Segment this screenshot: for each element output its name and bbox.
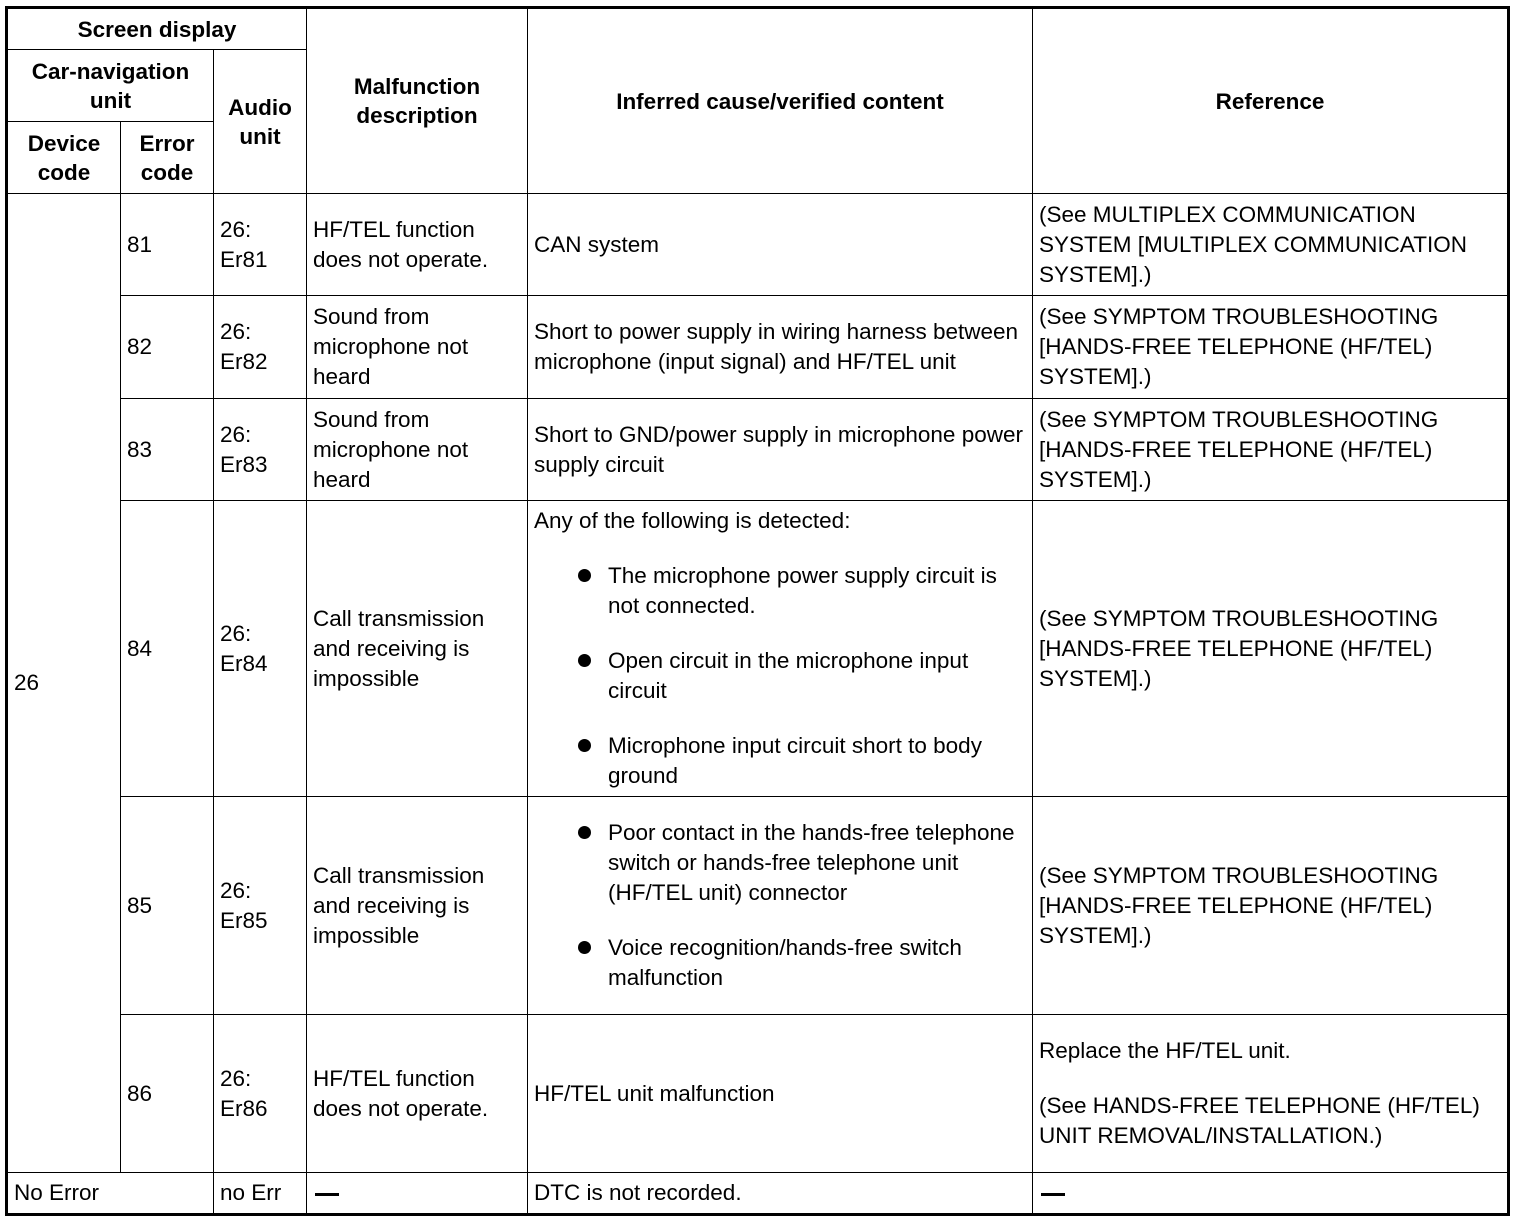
audio-unit-cell: 26: Er83: [214, 399, 307, 501]
reference-cell: (See SYMPTOM TROUBLESHOOTING [HANDS-FREE TELEPHONE (HF/TEL) SYSTEM].): [1033, 399, 1509, 501]
error-code-cell: 81: [121, 194, 214, 296]
no-error-malfunction: [307, 1173, 528, 1215]
error-code-cell: 83: [121, 399, 214, 501]
header-audio-unit: Audio unit: [214, 50, 307, 194]
table-row: [7, 797, 1509, 1015]
cause-list-item: Open circuit in the microphone input circuit: [534, 646, 1026, 706]
header-reference: Reference: [1033, 8, 1509, 194]
reference-cell: [1033, 1015, 1509, 1173]
audio-unit-cell: 26: Er86: [214, 1015, 307, 1173]
header-device-code: Device code: [7, 122, 121, 194]
header-error-code: Error code: [121, 122, 214, 194]
error-code-cell: 86: [121, 1015, 214, 1173]
dtc-table: [5, 6, 1510, 1216]
header-malfunction-description: Malfunction description: [307, 8, 528, 194]
audio-unit-cell: 26: Er85: [214, 797, 307, 1015]
cause-cell: [528, 501, 1033, 797]
header-inferred-cause: Inferred cause/verified content: [528, 8, 1033, 194]
table-row: [7, 501, 1509, 797]
table-row: [7, 399, 1509, 501]
em-dash: [315, 1193, 339, 1196]
table-row-no-error: [7, 1173, 1509, 1215]
table-row: [7, 1015, 1509, 1173]
device-code-cell: 26: [7, 194, 121, 1173]
error-code-cell: 84: [121, 501, 214, 797]
no-error-audio-unit: no Err: [214, 1173, 307, 1215]
reference-cell: (See MULTIPLEX COMMUNICATION SYSTEM [MULTIPLEX COMMUNICATION SYSTEM].): [1033, 194, 1509, 296]
no-error-reference: [1033, 1173, 1509, 1215]
cause-cell: CAN system: [528, 194, 1033, 296]
malfunction-cell: Sound from microphone not heard: [307, 399, 528, 501]
reference-instruction: Replace the HF/TEL unit.: [1039, 1038, 1291, 1063]
audio-unit-cell: 26: Er84: [214, 501, 307, 797]
malfunction-cell: Call transmission and receiving is impossible: [307, 501, 528, 797]
error-code-cell: 85: [121, 797, 214, 1015]
table-row: [7, 194, 1509, 296]
malfunction-cell: Call transmission and receiving is impossible: [307, 797, 528, 1015]
malfunction-cell: HF/TEL function does not operate.: [307, 1015, 528, 1173]
audio-unit-cell: 26: Er81: [214, 194, 307, 296]
cause-list-item: Microphone input circuit short to body ground: [534, 731, 1026, 791]
cause-cell: Short to power supply in wiring harness between microphone (input signal) and HF/TEL unit: [528, 296, 1033, 399]
no-error-cause: DTC is not recorded.: [528, 1173, 1033, 1215]
cause-list-item: Poor contact in the hands-free telephone switch or hands-free telephone unit (HF/TEL unit) connector: [534, 818, 1026, 908]
malfunction-cell: HF/TEL function does not operate.: [307, 194, 528, 296]
cause-cell: Short to GND/power supply in microphone power supply circuit: [528, 399, 1033, 501]
cause-list: [534, 818, 1026, 993]
cause-list: [534, 561, 1026, 791]
reference-link-text: (See HANDS-FREE TELEPHONE (HF/TEL) UNIT REMOVAL/INSTALLATION.): [1039, 1093, 1480, 1148]
header-car-nav-unit: Car-navigation unit: [7, 50, 214, 122]
no-error-label: No Error: [7, 1173, 214, 1215]
cause-cell: [528, 797, 1033, 1015]
cause-list-item: The microphone power supply circuit is not connected.: [534, 561, 1026, 621]
error-code-cell: 82: [121, 296, 214, 399]
malfunction-cell: Sound from microphone not heard: [307, 296, 528, 399]
cause-intro: Any of the following is detected:: [534, 508, 851, 533]
table-row: [7, 296, 1509, 399]
header-screen-display: Screen display: [7, 8, 307, 50]
audio-unit-cell: 26: Er82: [214, 296, 307, 399]
reference-cell: (See SYMPTOM TROUBLESHOOTING [HANDS-FREE TELEPHONE (HF/TEL) SYSTEM].): [1033, 501, 1509, 797]
cause-list-item: Voice recognition/hands-free switch malfunction: [534, 933, 1026, 993]
em-dash: [1041, 1193, 1065, 1196]
cause-cell: HF/TEL unit malfunction: [528, 1015, 1033, 1173]
reference-cell: (See SYMPTOM TROUBLESHOOTING [HANDS-FREE TELEPHONE (HF/TEL) SYSTEM].): [1033, 797, 1509, 1015]
reference-cell: (See SYMPTOM TROUBLESHOOTING [HANDS-FREE TELEPHONE (HF/TEL) SYSTEM].): [1033, 296, 1509, 399]
